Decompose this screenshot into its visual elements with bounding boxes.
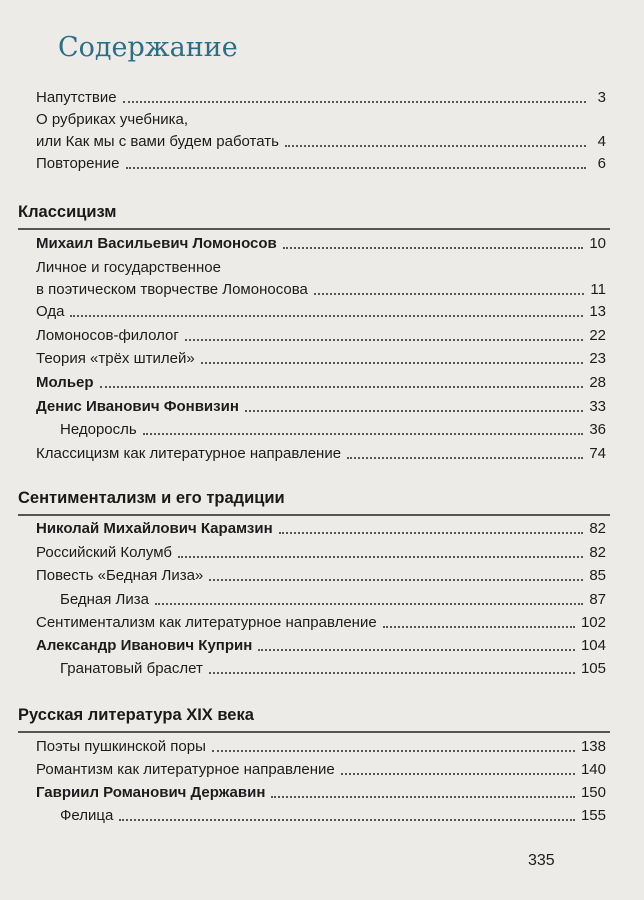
toc-entry-page: 10 [589,235,606,252]
toc-entry-label: Ломоносов-филолог [36,327,179,344]
page-title: Содержание [58,32,238,63]
toc-entry [60,807,606,825]
dot-leader [123,101,586,103]
dot-leader [70,315,583,317]
toc-entry [36,614,606,632]
toc-entry-label: Напутствие [36,89,117,106]
dot-leader [212,750,575,752]
dot-leader [383,626,575,628]
toc-entry [36,544,606,562]
dot-leader [283,247,584,249]
toc-entry-page: 85 [589,567,606,584]
dot-leader [271,796,575,798]
toc-entry-page: 102 [580,614,606,631]
dot-leader [209,672,575,674]
dot-leader [209,579,583,581]
toc-entry-label: в поэтическом творчестве Ломоносова [36,281,308,298]
toc-entry [36,761,606,779]
toc-entry-page: 36 [589,421,606,438]
toc-entry-label: Михаил Васильевич Ломоносов [36,235,277,252]
toc-entry-page: 82 [589,544,606,561]
toc-entry [36,637,606,655]
toc-entry [36,350,606,368]
dot-leader [314,293,585,295]
toc-entry [36,398,606,416]
section-heading: Классицизм [18,203,117,221]
dot-leader [347,457,583,459]
toc-entry-label: Классицизм как литературное направление [36,445,342,462]
toc-entry-page: 140 [580,761,606,778]
toc-entry-label-line1: О рубриках учебника, [36,111,189,128]
dot-leader [279,532,584,534]
toc-entry-page: 155 [580,807,606,824]
toc-entry [36,235,606,253]
toc-entry [36,520,606,538]
dot-leader [119,819,575,821]
toc-entry-label: Романтизм как литературное направление [36,761,335,778]
dot-leader [100,386,584,388]
toc-entry-label-line1: Личное и государственное [36,259,221,276]
toc-entry-label: Фелица [60,807,114,824]
toc-entry [36,327,606,345]
section-rule [18,731,610,733]
dot-leader [258,649,575,651]
section-heading: Русская литература XIX века [18,706,254,724]
toc-entry-label: Поэты пушкинской поры [36,738,206,755]
toc-entry-label: Сентиментализм как литературное направление [36,614,377,631]
dot-leader [285,145,586,147]
toc-entry [36,133,606,151]
page-number: 335 [528,852,555,869]
toc-entry [36,445,606,463]
toc-entry-label: Повесть «Бедная Лиза» [36,567,204,584]
dot-leader [185,339,583,341]
toc-entry [36,281,606,299]
toc-entry-page: 23 [589,350,606,367]
toc-entry [36,303,606,321]
toc-entry-label: Денис Иванович Фонвизин [36,398,239,415]
toc-entry-label: Гранатовый браслет [60,660,203,677]
toc-entry-label: Александр Иванович Куприн [36,637,253,654]
dot-leader [143,433,584,435]
toc-entry-label: Теория «трёх штилей» [36,350,195,367]
toc-entry [60,591,606,609]
toc-entry [36,374,606,392]
toc-entry-label: или Как мы с вами будем работать [36,133,279,150]
toc-entry-page: 3 [597,89,606,106]
toc-entry-page: 87 [589,591,606,608]
toc-entry-page: 82 [589,520,606,537]
dot-leader [201,362,584,364]
toc-entry [36,567,606,585]
toc-entry-page: 105 [580,660,606,677]
toc-entry-label: Гавриил Романович Державин [36,784,266,801]
toc-entry [36,738,606,756]
toc-entry-label: Николай Михайлович Карамзин [36,520,273,537]
dot-leader [341,773,575,775]
toc-entry [60,421,606,439]
toc-entry-page: 33 [589,398,606,415]
toc-entry [36,89,606,107]
toc-entry-page: 28 [589,374,606,391]
toc-entry-page: 104 [580,637,606,654]
toc-entry-page: 138 [580,738,606,755]
toc-entry [36,784,606,802]
dot-leader [178,556,583,558]
toc-entry-page: 13 [589,303,606,320]
toc-entry-page: 4 [597,133,606,150]
toc-entry-page: 74 [589,445,606,462]
toc-entry-label: Российский Колумб [36,544,173,561]
toc-entry-label: Ода [36,303,65,320]
section-rule [18,228,610,230]
toc-entry-label: Бедная Лиза [60,591,149,608]
dot-leader [245,410,583,412]
toc-entry-page: 150 [580,784,606,801]
toc-entry-page: 11 [590,281,606,298]
section-rule [18,514,610,516]
toc-entry-label: Повторение [36,155,120,172]
toc-entry-page: 22 [589,327,606,344]
toc-entry-label: Мольер [36,374,94,391]
toc-entry-page: 6 [597,155,606,172]
dot-leader [155,603,583,605]
toc-entry-label: Недоросль [60,421,137,438]
toc-entry [60,660,606,678]
dot-leader [126,167,587,169]
toc-entry [36,155,606,173]
section-heading: Сентиментализм и его традиции [18,489,285,507]
